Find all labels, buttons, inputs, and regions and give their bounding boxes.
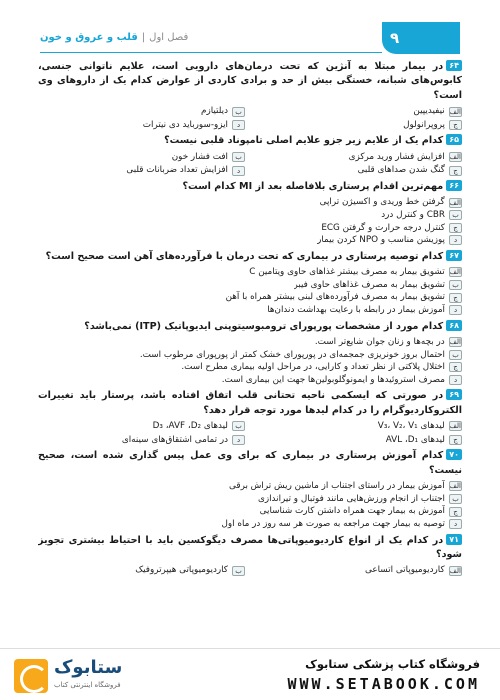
option-letter-box: د <box>449 305 462 315</box>
question-number-badge: ۶۵ <box>446 134 462 145</box>
options-list <box>38 105 462 131</box>
answer-option[interactable] <box>255 420 462 433</box>
option-text: اجتناب از انجام ورزش‌هایی مانند فوتبال و تیراندازی <box>257 493 445 504</box>
option-letter-box: الف <box>449 198 461 207</box>
question-text: در صورتی که ایسکمی ناحیه تحتانی قلب اتفاق افتاده باشد، پرستار باید تغییرات الکتروکاردیوگرام را در کدام لیدها مورد توجه قرار دهد؟ <box>38 390 462 416</box>
option-letter-box: الف <box>449 107 461 116</box>
answer-option[interactable] <box>38 564 245 577</box>
option-letter-box: ب <box>449 210 462 220</box>
question-4 <box>38 250 462 317</box>
answer-option[interactable] <box>38 374 462 387</box>
option-text: آموزش بیمار در رابطه با رعایت بهداشت دندان‌ها <box>267 304 445 315</box>
footer-banner <box>0 648 500 700</box>
answer-option[interactable] <box>255 119 462 132</box>
question-stem <box>38 320 462 334</box>
option-text: پوزیشن مناسب و NPO کردن بیمار <box>317 235 445 246</box>
question-text: کدام مورد از مشخصات پورپورای ترومبوسیتوپنی ایدیوپاتیک (ITP) نمی‌باشد؟ <box>84 320 444 332</box>
answer-option[interactable] <box>38 105 245 118</box>
question-number-badge: ۶۹ <box>446 389 462 400</box>
store-title: فروشگاه کتاب پزشکی ستابوک <box>305 657 480 671</box>
question-number-badge: ۶۸ <box>446 320 462 331</box>
option-text: افزایش فشار ورید مرکزی <box>348 151 445 162</box>
option-text: اختلال پلاکتی از نظر تعداد و کارایی، در مراحل اولیه بیماری مطرح است. <box>181 362 445 373</box>
option-letter-box: ج <box>449 293 462 303</box>
question-stem <box>38 134 462 148</box>
answer-option[interactable] <box>38 480 462 493</box>
questions-list <box>38 60 462 650</box>
option-text: تشویق بیمار به مصرف غذاهای حاوی فیبر <box>293 279 445 290</box>
option-text: دیلتیازم <box>201 106 228 117</box>
option-letter-box: ب <box>449 350 462 360</box>
question-stem <box>38 60 462 103</box>
option-text: لیدهای V₃، V₂، V₁ <box>377 421 445 432</box>
option-letter-box: ج <box>449 507 462 517</box>
option-text: کاردیومیوپاتی هیپرتروفیک <box>135 565 228 576</box>
option-letter-box: ب <box>232 421 245 431</box>
option-text: توصیه به بیمار جهت مراجعه به صورت هر سه روز در ماه اول <box>221 518 445 529</box>
option-text: گنگ شدن صداهای قلبی <box>357 165 445 176</box>
answer-option[interactable] <box>38 518 462 531</box>
option-text: مصرف استروئیدها و ایمونوگلوبولین‌ها جهت این بیماری است. <box>221 374 445 385</box>
question-7 <box>38 449 462 530</box>
question-text: کدام توصیه پرستاری در بیماری که تحت درمان با فرآورده‌های آهن است صحیح است؟ <box>45 250 444 262</box>
option-letter-box: الف <box>449 268 461 277</box>
answer-option[interactable] <box>38 119 245 132</box>
answer-option[interactable] <box>255 564 462 577</box>
option-letter-box: ب <box>449 494 462 504</box>
options-list <box>38 564 462 577</box>
answer-option[interactable] <box>38 361 462 374</box>
option-text: در بچه‌ها و زنان جوان شایع‌تر است. <box>314 336 445 347</box>
question-number-badge: ۷۱ <box>446 534 462 545</box>
chapter-separator: | <box>141 32 146 43</box>
answer-option[interactable] <box>38 336 462 349</box>
header-rule <box>40 52 382 53</box>
question-1 <box>38 60 462 131</box>
option-text: تشویق بیمار به مصرف بیشتر غذاهای حاوی ویتامین C <box>249 267 445 278</box>
option-text: پروپرانولول <box>403 119 445 130</box>
options-list <box>38 480 462 530</box>
answer-option[interactable] <box>38 266 462 279</box>
question-text: کدام یک از علایم زیر جزو علایم اصلی تامپوناد قلبی نیست؟ <box>164 135 444 147</box>
option-letter-box: الف <box>449 482 461 491</box>
option-letter-box: د <box>232 435 245 445</box>
option-letter-box: الف <box>449 153 461 162</box>
answer-option[interactable] <box>38 196 462 209</box>
answer-option[interactable] <box>255 105 462 118</box>
option-text: آموزش به بیمار جهت همراه داشتن کارت شناسایی <box>259 506 445 517</box>
question-2 <box>38 134 462 177</box>
answer-option[interactable] <box>255 434 462 447</box>
answer-option[interactable] <box>38 291 462 304</box>
options-list <box>38 196 462 246</box>
question-text: کدام آموزش پرستاری در بیماری که برای وی عمل پیس گذاری شده است، صحیح نیست؟ <box>38 450 462 476</box>
options-list <box>38 336 462 386</box>
option-letter-box: د <box>232 120 245 130</box>
option-text: CBR و کنترل درد <box>381 210 445 220</box>
answer-option[interactable] <box>38 209 462 222</box>
chapter-prefix: فصل اول <box>149 32 189 43</box>
option-letter-box: ب <box>232 566 245 576</box>
question-text: مهم‌ترین اقدام پرستاری بلافاصله بعد از MI کدام است؟ <box>182 181 444 192</box>
option-text: لیدهای D₃ ،AVF ،D₂ <box>152 421 228 432</box>
option-text: کاردیومیوپاتی اتساعی <box>365 565 445 576</box>
question-stem <box>38 180 462 194</box>
options-list <box>38 266 462 316</box>
question-text: در کدام یک از انواع کاردیومیوپاتی‌ها مصرف دیگوکسین باید با احتیاط بیشتری تجویز شود؟ <box>38 534 462 560</box>
answer-option[interactable] <box>38 164 245 177</box>
store-logo <box>14 657 126 695</box>
option-text: تشویق بیمار به مصرف فرآورده‌های لبنی بیشتر همراه با آهن <box>225 292 445 303</box>
option-text: کنترل درجه حرارت و گرفتن ECG <box>321 222 445 233</box>
option-letter-box: ب <box>232 152 245 162</box>
answer-option[interactable] <box>38 304 462 317</box>
question-number-badge: ۷۰ <box>446 449 462 460</box>
question-number-badge: ۶۴ <box>446 60 462 71</box>
option-letter-box: الف <box>449 338 461 347</box>
answer-option[interactable] <box>38 434 245 447</box>
chapter-title: قلب و عروق و خون <box>40 32 138 43</box>
option-letter-box: ج <box>449 166 462 176</box>
answer-option[interactable] <box>255 164 462 177</box>
option-letter-box: ج <box>449 223 462 233</box>
option-letter-box: الف <box>449 422 461 431</box>
option-letter-box: د <box>449 375 462 385</box>
question-6 <box>38 389 462 446</box>
logo-icon <box>14 659 48 693</box>
question-3 <box>38 180 462 247</box>
answer-option[interactable] <box>38 151 245 164</box>
answer-option[interactable] <box>38 420 245 433</box>
option-letter-box: ج <box>449 435 462 445</box>
page-header <box>40 22 460 56</box>
page-number: ۹ <box>382 22 460 54</box>
chapter-heading <box>40 32 410 43</box>
options-list <box>38 420 462 446</box>
answer-option[interactable] <box>38 493 462 506</box>
option-text: گرفتن خط وریدی و اکسیژن تراپی <box>319 197 445 208</box>
answer-option[interactable] <box>255 151 462 164</box>
answer-option[interactable] <box>38 222 462 235</box>
option-text: نیفیدیپین <box>413 106 445 117</box>
option-letter-box: د <box>449 519 462 529</box>
question-text: در بیمار مبتلا به آنژین که تحت درمان‌های دارویی است، علایم ناتوانی جنسی، کابوس‌های شبانه، خستگی بیش از حد و برادی کاردی از عوارض کدام یک از داروهای وی است؟ <box>38 61 462 101</box>
option-letter-box: د <box>232 166 245 176</box>
option-letter-box: د <box>449 235 462 245</box>
option-text: افت فشار خون <box>171 151 228 162</box>
option-letter-box: ب <box>232 107 245 117</box>
question-5 <box>38 320 462 387</box>
option-text: لیدهای AVL ،D₁ <box>385 434 445 445</box>
question-stem <box>38 250 462 264</box>
option-letter-box: ب <box>449 280 462 290</box>
option-text: احتمال بروز خونریزی جمجمه‌ای در پورپورای خشک کمتر از پورپورای مرطوب است. <box>139 349 445 360</box>
option-letter-box: الف <box>449 566 461 575</box>
logo-subtext: فروشگاه اینترنتی کتاب <box>54 681 121 689</box>
question-number-badge: ۶۷ <box>446 250 462 261</box>
option-text: ایزو-سورباید دی نیترات <box>142 119 228 130</box>
question-8 <box>38 534 462 577</box>
option-text: افزایش تعداد ضربانات قلبی <box>126 165 228 176</box>
answer-option[interactable] <box>38 279 462 292</box>
option-text: در تمامی اشتقاق‌های سینه‌ای <box>121 434 228 445</box>
store-url[interactable]: WWW.SETABOOK.COM <box>287 675 480 693</box>
question-stem <box>38 389 462 418</box>
answer-option[interactable] <box>38 349 462 362</box>
answer-option[interactable] <box>38 234 462 247</box>
option-letter-box: ج <box>449 120 462 130</box>
question-stem <box>38 449 462 478</box>
question-number-badge: ۶۶ <box>446 180 462 191</box>
logo-text: ستابوک <box>54 657 123 678</box>
answer-option[interactable] <box>38 505 462 518</box>
option-letter-box: ج <box>449 362 462 372</box>
question-stem <box>38 534 462 563</box>
option-text: آموزش بیمار در راستای اجتناب از ماشین ریش تراش برقی <box>229 481 445 492</box>
options-list <box>38 151 462 177</box>
